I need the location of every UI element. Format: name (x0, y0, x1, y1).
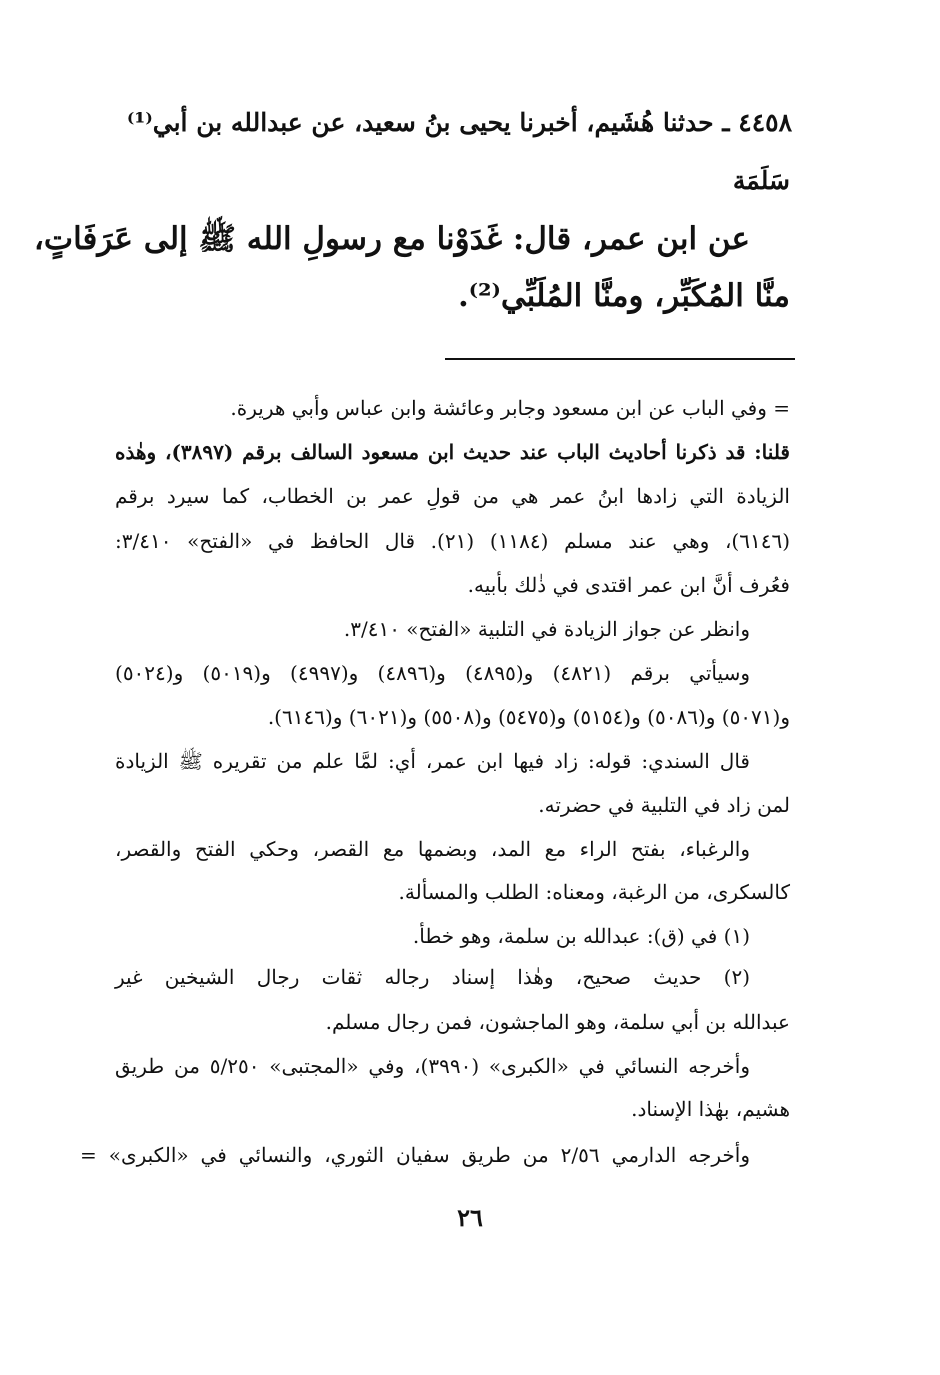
note-line: فعُرف أنَّ ابن عمر اقتدى في ذٰلك بأبيه. (467, 573, 790, 597)
note-line: وسيأتي برقم (٤٨٢١) و(٤٨٩٥) و(٤٨٩٦) و(٤٩٩٧) و(٥٠١٩) و(٥٠٢٤) (115, 661, 750, 685)
note-line: كالسكرى، من الرغبة، ومعناه: الطلب والمسألة. (398, 880, 790, 904)
note-line: وأخرجه الدارمي ٢/٥٦ من طريق سفيان الثوري، والنسائي في «الكبرى» = (80, 1143, 750, 1167)
note-line: لمن زاد في التلبية في حضرته. (538, 793, 790, 817)
note-line: و(٥٠٧١) و(٥٠٨٦) و(٥١٥٤) و(٥٤٧٥) و(٥٥٠٨) و(٦٠٢١) و(٦١٤٦). (267, 705, 790, 729)
note-line: وانظر عن جواز الزيادة في التلبية «الفتح» ٣/٤١٠. (343, 617, 750, 641)
note-line: = وفي الباب عن ابن مسعود وجابر وعائشة وابن عباس وأبي هريرة. (230, 396, 790, 420)
note-line: قلنا: قد ذكرنا أحاديث الباب عند حديث ابن مسعود السالف برقم (٣٨٩٧)، وهٰذه (115, 440, 790, 464)
hadith-text-line-2: منَّا المُكَبِّر، ومنَّا المُلَبِّي⁽²⁾. (458, 278, 790, 314)
hadith-text-line-1: عن ابن عمر، قال: غَدَوْنا مع رسولِ الله ﷺ إلى عَرَفَاتٍ، (33, 221, 750, 257)
note-line: قال السندي: قوله: زاد فيها ابن عمر، أي: لمَّا علم من تقريره ﷺ الزيادة (115, 749, 750, 773)
note-line: (٦١٤٦)، وهي عند مسلم (١١٨٤) (٢١). قال الحافظ في «الفتح» ٣/٤١٠: (115, 529, 790, 553)
hadith-number-line: ٤٤٥٨ ـ حدثنا هُشَيم، أخبرنا يحيى بنُ سعيد، عن عبدالله بن أبي⁽¹⁾ (126, 108, 792, 137)
footnote-separator (445, 358, 795, 360)
note-line: والرغباء، بفتح الراء مع المد، وبضمها مع القصر، وحكي الفتح والقصر، (115, 837, 750, 861)
note-line: الزيادة التي زادها ابنُ عمر هي من قولِ عمر بن الخطاب، كما سيرد برقم (115, 484, 790, 508)
note-line: عبدالله بن أبي سلمة، وهو الماجشون، فمن رجال مسلم. (325, 1010, 790, 1034)
page-number: ٢٦ (457, 1203, 483, 1232)
footnote-2: (٢) حديث صحيح، وهٰذا إسناد رجاله ثقات رجال الشيخين غير (115, 965, 750, 989)
note-line: وأخرجه النسائي في «الكبرى» (٣٩٩٠)، وفي «المجتبى» ٥/٢٥٠ من طريق (115, 1054, 750, 1078)
note-line: هشيم، بهٰذا الإسناد. (631, 1097, 790, 1121)
footnote-1: (١) في (ق): عبدالله بن سلمة، وهو خطأ. (412, 924, 750, 948)
hadith-narrator-continuation: سَلَمَة (732, 166, 790, 195)
